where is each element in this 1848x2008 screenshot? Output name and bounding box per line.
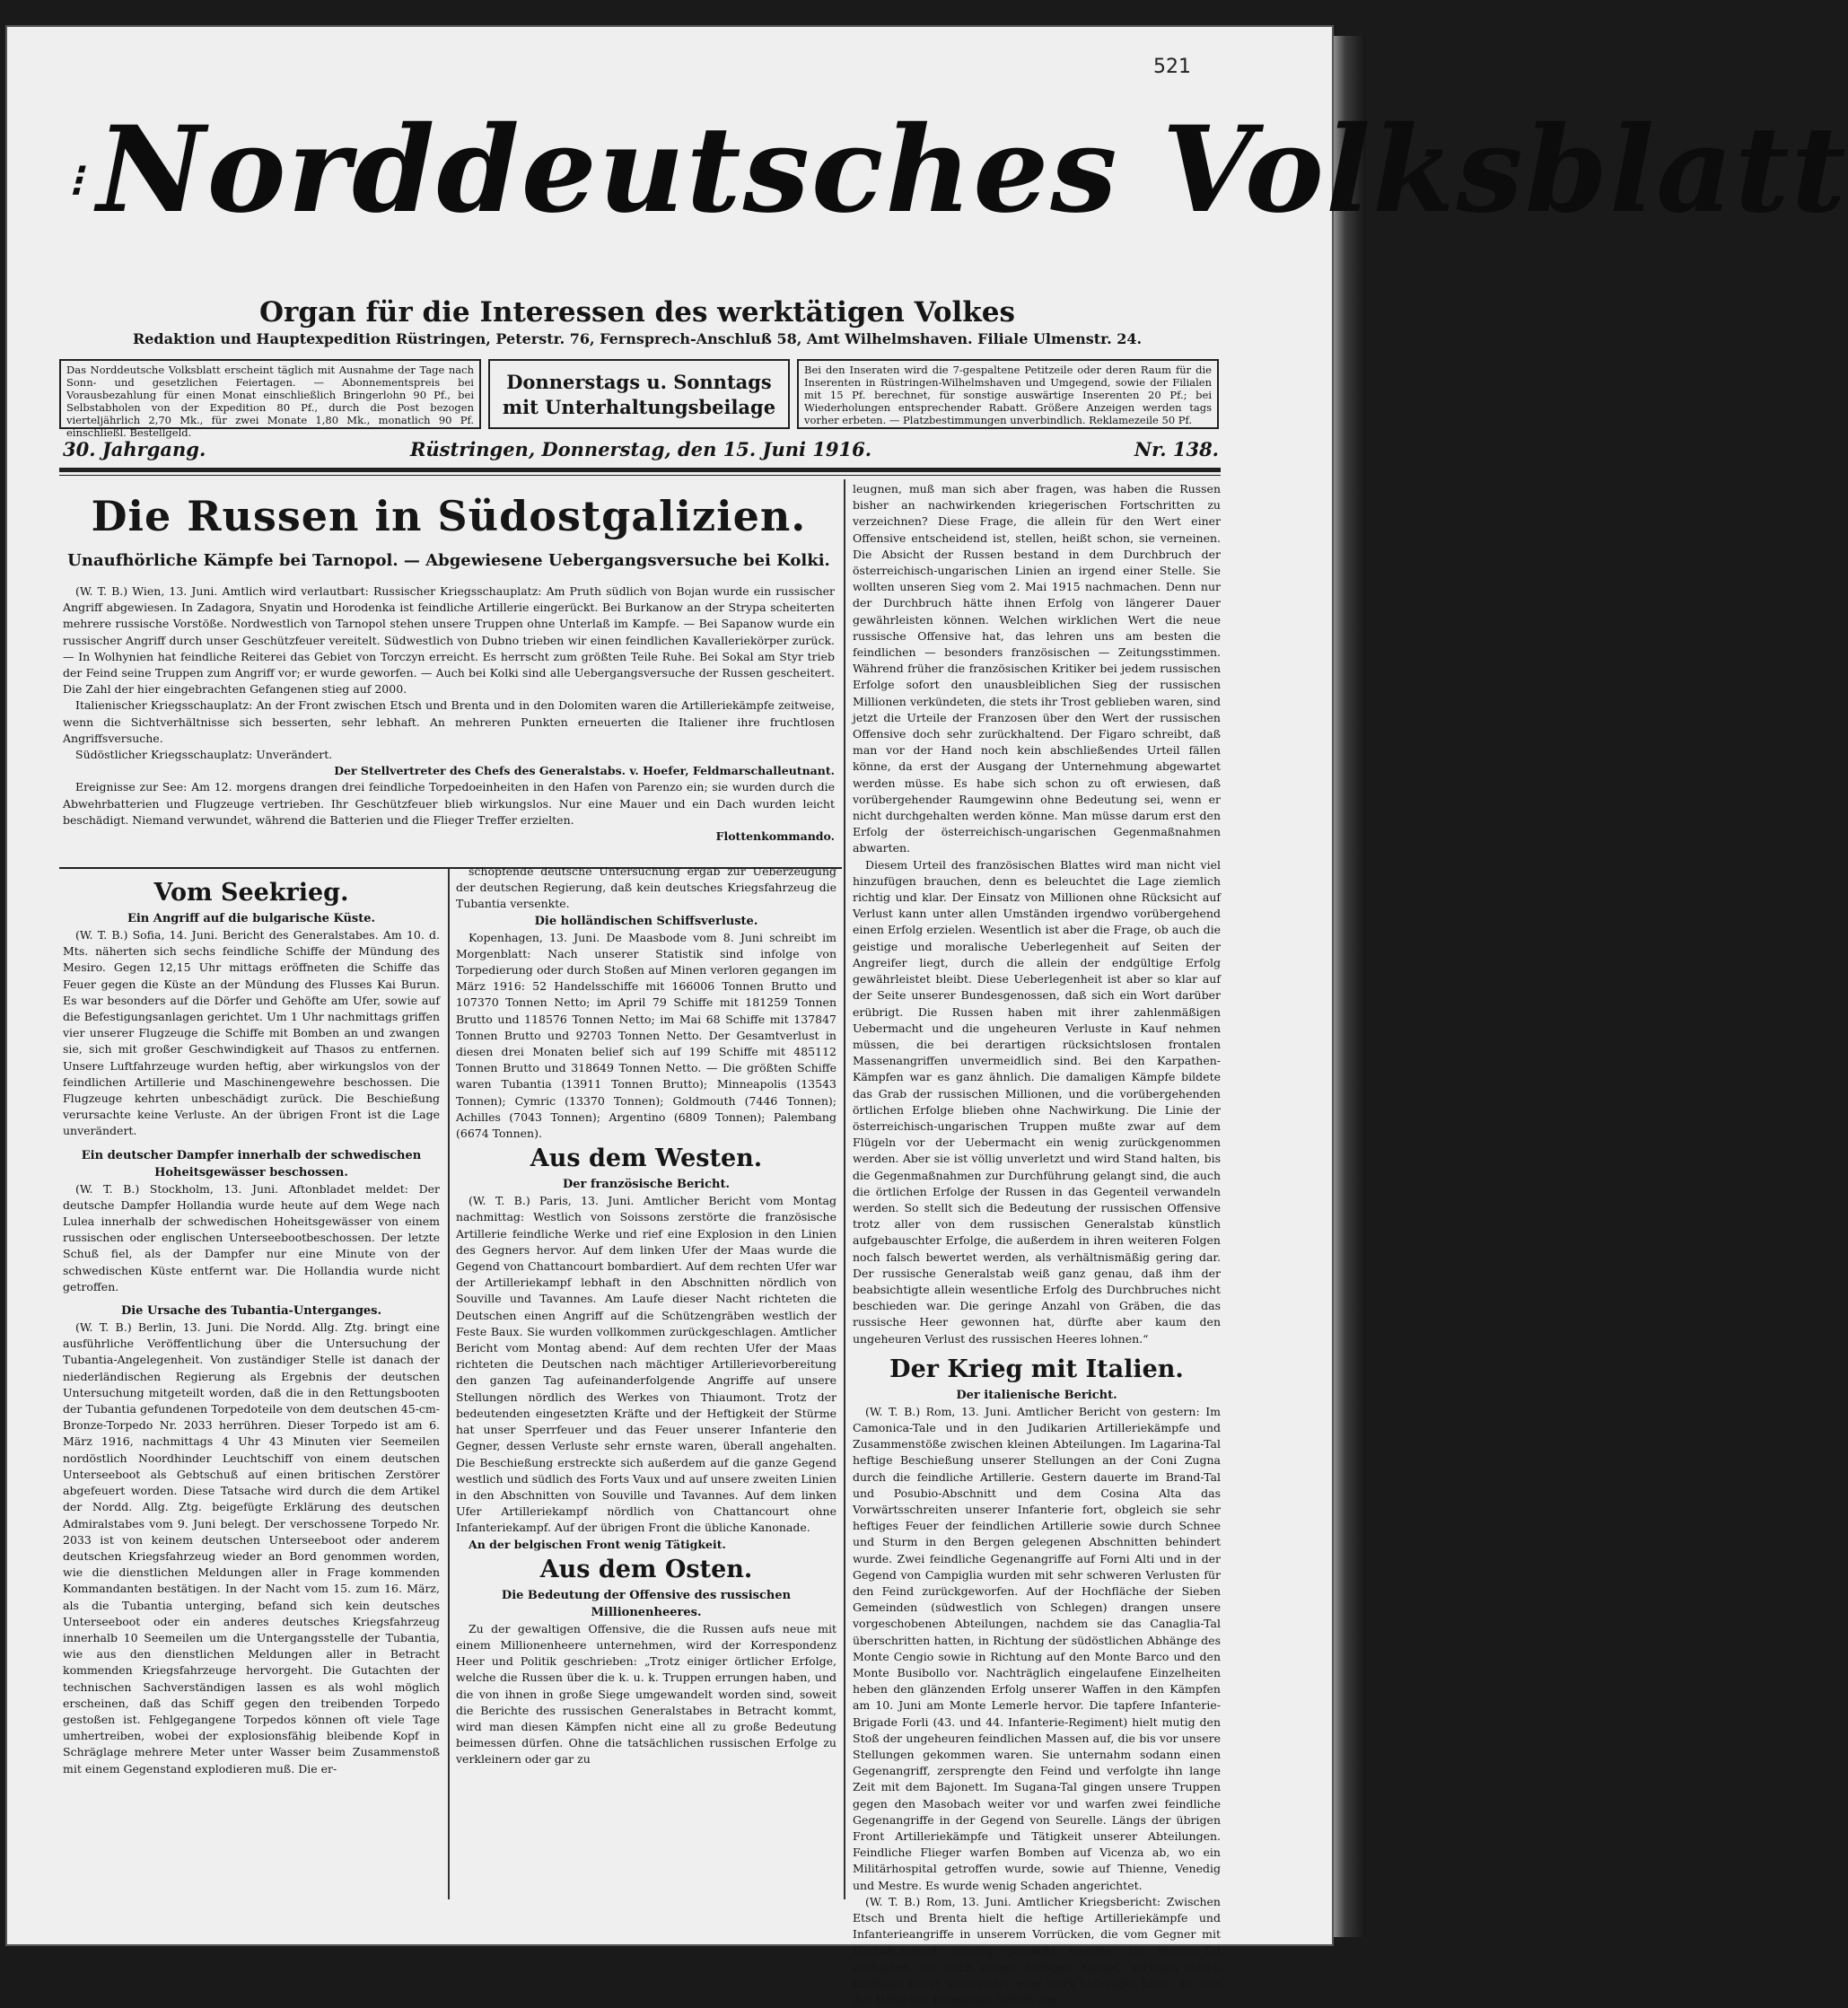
header-rule-thin xyxy=(59,475,1221,476)
lead-signature: Flottenkommando. xyxy=(715,829,835,844)
editorial-address: Redaktion und Hauptexpedition Rüstringen, Peterstr. 76, Fernsprech-Anschluß 58, Amt Wilhelmshaven. Filiale Ulmenstr. 24. xyxy=(132,330,1143,347)
section-title-osten: Aus dem Osten. xyxy=(539,1555,753,1583)
article-text: (W. T. B.) Rom, 13. Juni. Amtlicher Kriegsbericht: Zwischen Etsch und Brenta hielt die heftige Artilleriekämpfe und Infanterieangriffe in unserem Vorrücken, die vom Gegner mit Hartnäckigkeit streitig gemacht werden. Im Sugana-Tal eroberten wir nach einem heftigen Kampf, wirksam durch kräftiges Feuer unterstützt, eine stark befestigte Linie, die von der Höhe des Permesan, östlich von xyxy=(853,1894,1221,2007)
lead-paragraph: Ereignisse zur See: Am 12. morgens drangen drei feindliche Torpedoeinheiten in den Hafen von Parenzo ein; sie wurden durch die Abwehrbatterien und Flugzeuge vertrieben. Ihr Geschützfeuer blieb wirkungslos. Nur eine Mauer und ein Dach wurden leicht beschädigt. Niemand verwundet, während die Batterien und die Flieger Treffer erzielten. xyxy=(63,780,835,827)
article-head: Der französische Bericht. xyxy=(563,1178,730,1192)
dateline xyxy=(63,438,1219,463)
lead-subheadline: Unaufhörliche Kämpfe bei Tarnopol. — Abgewiesene Uebergangsversuche bei Kolki. xyxy=(67,551,830,570)
column-divider-right xyxy=(844,479,845,1899)
issue-number: Nr. 138. xyxy=(1134,438,1219,460)
supplement-info-box: Donnerstags u. Sonntags mit Unterhaltungsbeilage xyxy=(488,359,790,429)
ornament-icon: ⁝ xyxy=(68,153,84,206)
article-head: Die holländischen Schiffsverluste. xyxy=(534,914,758,928)
section-title-seekrieg: Vom Seekrieg. xyxy=(153,879,349,907)
article-text: (W. T. B.) Berlin, 13. Juni. Die Nordd. Allg. Ztg. bringt eine ausführliche Veröffentlichung über die Untersuchung der Tubantia-Angelegenheit. Von zuständiger Stelle ist danach der niederländischen Regierung als Ergebnis der deutschen Untersuchung mitgeteilt worden, daß die in den Rettungsbooten der Tubantia gefundenen Torpedoteile von dem deutschen 45-cm-Bronze-Torpedo Nr. 2033 herrühren. Dieser Torpedo ist am 6. März 1916, nachmittags 4 Uhr 43 Minuten vier Seemeilen nordöstlich Noordhinder Leuchtschiff von einem deutschen Unterseeboot als Gebtschuß auf einen britischen Zerstörer abgefeuert worden. Diese Tatsache wird durch die dem Artikel der Nordd. Allg. Ztg. beigefügte Erklärung des deutschen Admiralstabes vom 9. Juni belegt. Der verschossene Torpedo Nr. 2033 ist von keinem deutschen Unterseeboot oder anderem deutschen Kriegsfahrzeug wieder an Bord genommen worden, wie die dienstlichen Meldungen aller in Frage kommenden Kommandanten bestätigen. In der Nacht vom 15. zum 16. März, als die Tubantia unterging, befand sich kein deutsches Unterseeboot oder ein anderes deutsches Kriegsfahrzeug innerhalb 10 Seemeilen um die Untergangsstelle der Tubantia, wie aus den dienstlichen Meldungen aller in Betracht kommenden Kriegsfahrzeuge hervorgeht. Die Gutachten der technischen Sachverständigen lassen es als wohl möglich erscheinen, daß das Schiff gegen den treibenden Torpedo gestoßen ist. Fehlgegangene Torpedos können oft viele Tage umhertreiben, wobei der explosionsfähig bleibende Kopf in Schräglage mehrere Meter unter Wasser beim Zusammenstoß mit einem Gegenstand explodieren muß. Die er- xyxy=(63,1320,440,1776)
article-continuation: leugnen, muß man sich aber fragen, was haben die Russen bisher an nachwirkenden kriegerischen Fortschritten zu verzeichnen? Diese Frage, die allein für den Wert einer Offensive entscheidend ist, stellen, heißt schon, sie verneinen. Die Absicht der Russen bestand in dem Durchbruch der österreichisch-ungarischen Linien an irgend einer Stelle. Sie wollten unseren Sieg vom 2. Mai 1915 nachmachen. Denn nur der Durchbruch hätte ihnen Erfolg von längerer Dauer gewährleisten können. Welchen wirklichen Wert die neue russische Offensive hat, das lehren uns am besten die feindlichen — besonders französischen — Zeitungsstimmen. Während früher die französischen Kritiker bei jedem russischen Erfolge sofort den unausbleiblichen Sieg der russischen Millionen verkündeten, die stets ihr Trost geblieben waren, sind jetzt die Urteile der Franzosen über den Wert der russischen Offensive doch sehr zurückhaltend. Der Figaro schreibt, daß man vor der Hand noch kein abschließendes Urteil fällen könne, da erst der Ausgang der Unternehmung abgewartet werden müsse. Es habe sich schon zu oft erwiesen, daß vorübergehender Raumgewinn ohne Bedeutung sei, wenn er nicht durchgehalten werden könne. Man müsse darum erst den Erfolg der österreichisch-ungarischen Gegenmaßnahmen abwarten. xyxy=(853,482,1221,855)
subscription-info-box: Das Norddeutsche Volksblatt erscheint täglich mit Ausnahme der Tage nach Sonn- und gesetzlichen Feiertagen. — Abonnementspreis bei Vorausbezahlung für einen Monat einschließlich Bringerlohn 90 Pf., bei Selbstabholen von der Expedition 80 Pf., durch die Post bezogen vierteljährlich 2,70 Mk., für zwei Monate 1,80 Mk., monatlich 90 Pf. einschließl. Bestellgeld. xyxy=(59,359,481,429)
header-rule xyxy=(59,468,1221,472)
volume-label: 30. Jahrgang. xyxy=(63,438,206,460)
article-text: Diesem Urteil des französischen Blattes wird man nicht viel hinzufügen brauchen, denn es beleuchtet die Lage ziemlich richtig und klar. Der Einsatz von Millionen ohne Rücksicht auf Verlust kann unter allen Umständen irgendwo vorübergehend einen Erfolg erzielen. Wesentlich ist aber die Frage, ob auch die geistige und moralische Ueberlegenheit auf Seiten der Angreifer liegt, durch die allein der endgültige Erfolg gewährleistet bleibt. Diese Ueberlegenheit ist aber so klar auf der Seite unserer Bundesgenossen, daß sich ein Wort darüber erübrigt. Die Russen haben mit ihrer zahlenmäßigen Uebermacht und die ungeheuren Verluste in Kauf nehmen müssen, die bei derartigen rücksichtslosen frontalen Massenangriffen unvermeidlich sind. Bei den Karpathen-Kämpfen war es ganz ähnlich. Die damaligen Kämpfe bildete das Grab der russischen Millionen, und die vorübergehenden örtlichen Erfolge blieben ohne Nachwirkung. Die Linie der österreichisch-ungarischen Truppen mußte zwar auf dem Flügeln vor der Uebermacht ein wenig zurückgenommen werden. Aber sie ist völlig unverletzt und wird Stand halten, bis die Gegenmaßnahmen zur Durchführung gelangt sind, die auch die örtlichen Erfolge der Russen in das Gegenteil verwandeln werden. So stellt sich die Bedeutung der russischen Offensive trotz aller von dem russischen Generalstab künstlich aufgebauschter Erfolge, die außerdem in ihren weiteren Folgen noch falsch bewertet werden, als verhältnismäßig gering dar. Der russische Generalstab weiß ganz genau, daß ihm der beabsichtigte allein wesentliche Erfolg des Durchbruches nicht beschieden war. Die geringe Anzahl von Gräben, die das russische Heer gewonnen hat, dürfte aber kaum den ungeheuren Verlust des russischen Heeres lohnen.“ xyxy=(853,857,1221,1346)
article-note: An der belgischen Front wenig Tätigkeit. xyxy=(469,1537,726,1551)
lead-paragraph: (W. T. B.) Wien, 13. Juni. Amtlich wird verlautbart: Russischer Kriegsschauplatz: Am Pruth südlich von Bojan wurde ein russischer Angriff abgewiesen. In Zadagora, Snyatin und Horodenka ist feindliche Artillerie eingerückt. Bei Burkanow an der Strypa scheiterten mehrere russische Vorstöße. Nordwestlich von Tarnopol stehen unsere Truppen ohne Unterlaß im Kampfe. — Bei Sapanow wurde ein russischer Angriff durch unser Geschützfeuer vereitelt. Südwestlich von Dubno trieben wir einen feindlichen Kavalleriekörper zurück. — In Wolhynien hat feindliche Reiterei das Gebiet von Torczyn erreicht. Es herrscht zum größten Teile Ruhe. Bei Sokal am Styr trieb der Feind seine Truppen zum Angriff vor; er wurde geworfen. — Auch bei Kolki sind alle Uebergangsversuche der Russen gescheitert. Die Zahl der hier eingebrachten Gefangenen stieg auf 2000. xyxy=(63,584,835,697)
lead-paragraph: Der Stellvertreter des Chefs des Generalstabs. v. Hoefer, Feldmarschalleutnant. xyxy=(334,764,835,778)
masthead-title xyxy=(56,99,1848,252)
section-title-italien: Der Krieg mit Italien. xyxy=(889,1355,1184,1383)
article-continuation: schöpfende deutsche Untersuchung ergab zur Ueberzeugung der deutschen Regierung, daß kein deutsches Kriegsfahrzeug die Tubantia versenkte. xyxy=(456,864,836,911)
article-text: Zu der gewaltigen Offensive, die die Russen aufs neue mit einem Millionenheere unternehmen, wird der Korrespondenz Heer und Politik geschrieben: „Trotz einiger örtlicher Erfolge, welche die Russen über die k. u. k. Truppen errungen haben, und die von ihnen in große Siege umgewandelt worden sind, soweit die Berichte des russischen Generalstabes in Betracht kommt, wird man diesen Kämpfen nicht eine all zu große Bedeutung beimessen dürfen. Ohne die tatsächlichen russischen Erfolge zu verkleinern oder gar zu xyxy=(456,1621,836,1767)
article-text: (W. T. B.) Stockholm, 13. Juni. Aftonbladet meldet: Der deutsche Dampfer Hollandia wurde heute auf dem Wege nach Lulea innerhalb der schwedischen Hoheitsgewässer von einem russischen oder englischen Unterseebootbeschossen. Der letzte Schuß fiel, als der Dampfer nur eine Minute von der schwedischen Küste entfernt war. Die Hollandia wurde nicht getroffen. xyxy=(63,1181,440,1293)
column-3 xyxy=(853,481,1221,2007)
column-divider-left xyxy=(448,869,450,1899)
column-2 xyxy=(456,864,836,1899)
section-title-westen: Aus dem Westen. xyxy=(530,1144,763,1173)
column-1 xyxy=(63,876,440,1899)
page-number: 521 xyxy=(1153,56,1191,78)
masthead-subtitle: Organ für die Interessen des werktätigen Volkes xyxy=(259,296,1015,329)
article-text: Kopenhagen, 13. Juni. De Maasbode vom 8. Juni schreibt im Morgenblatt: Nach unserer Statistik sind infolge von Torpedierung oder durch Stoßen auf Minen verloren gegangen im März 1916: 52 Handelsschiffe mit 166006 Tonnen Brutto und 107370 Tonnen Netto; im April 79 Schiffe mit 181259 Tonnen Brutto und 118576 Tonnen Netto; im Mai 68 Schiffe mit 137847 Tonnen Brutto und 92703 Tonnen Netto. Der Gesamtverlust in diesen drei Monaten belief sich auf 199 Schiffe mit 485112 Tonnen Brutto und 318649 Tonnen Netto. — Die größten Schiffe waren Tubantia (13911 Tonnen Brutto); Minneapolis (13543 Tonnen); Cymric (13370 Tonnen); Goldmouth (7446 Tonnen); Achilles (7043 Tonnen); Argentino (6809 Tonnen); Palembang (6674 Tonnen). xyxy=(456,930,836,1141)
article-head: Die Bedeutung der Offensive des russischen Millionenheeres. xyxy=(501,1588,792,1619)
book-spine xyxy=(1332,36,1366,1937)
article-text: (W. T. B.) Sofia, 14. Juni. Bericht des Generalstabes. Am 10. d. Mts. näherten sich sechs feindliche Schiffe der Mündung des Mesiro. Gegen 12,15 Uhr mittags eröffneten die Schiffe das Feuer gegen die Küste an der Mündung des Flusses Kai Burun. Es war besonders auf die Dörfer und Gehöfte am Ufer, sowie auf die Befestigungsanlagen gerichtet. Um 1 Uhr nachmittags griffen vier unserer Flugzeuge die Schiffe mit Bomben an und zwangen sie, sich mit großer Geschwindigkeit auf Thasos zu entfernen. Unsere Luftfahrzeuge wurden heftig, aber wirkungslos von der feindlichen Artillerie und Maschinengewehre beschossen. Die Flugzeuge kehrten unbeschädigt zurück. Die Beschießung verursachte keine Verluste. An der übrigen Front ist die Lage unverändert. xyxy=(63,928,440,1138)
article-text: (W. T. B.) Rom, 13. Juni. Amtlicher Bericht von gestern: Im Camonica-Tale und in den Judikarien Artilleriekämpfe und Zusammenstöße zwischen kleinen Abteilungen. Im Lagarina-Tal heftige Beschießung unserer Stellungen an der Coni Zugna durch die feindliche Artillerie. Gestern dauerte im Brand-Tal und Posubio-Abschnitt und dem Cosina Alta das Vorwärtsschreiten unserer Infanterie fort, obgleich sie sehr heftiges Feuer der feindlichen Artillerie sowie durch Schnee und Sturm in den Bergen gelegenen Abschnitten behindert wurde. Zwei feindliche Gegenangriffe auf Forni Alti und in der Gegend von Campiglia wurden mit sehr schweren Verlusten für den Feind zurückgeworfen. Auf der Hochfläche der Sieben Gemeinden (südwestlich von Schlegen) drangen unsere vorgeschobenen Abteilungen, nachdem sie das Canaglia-Tal überschritten hatten, in Richtung der südöstlichen Abhänge des Monte Cengio sowie in Richtung auf den Monte Barco und den Monte Busibollo vor. Nachträglich eingelaufene Einzelheiten heben den glänzenden Erfolg unserer Waffen in den Kämpfen am 10. Juni am Monte Lemerle hervor. Die tapfere Infanterie-Brigade Forli (43. und 44. Infanterie-Regiment) hielt mutig den Stoß der ungeheuren feindlichen Massen auf, die bis vor unsere Stellungen gekommen waren. Sie unternahm sodann einen Gegenangriff, zersprengte den Feind und verfolgte ihn lange Zeit mit dem Bajonett. Im Sugana-Tal gingen unsere Truppen gegen den Masobach weiter vor und warfen zwei feindliche Gegenangriffe in der Gegend von Seurelle. Längs der übrigen Front Artilleriekämpfe und Tätigkeit unserer Abteilungen. Feindliche Flieger warfen Bomben auf Vicenza ab, wo ein Militärhospital getroffen wurde, sowie auf Thienne, Venedig und Mestre. Es wurde wenig Schaden angerichtet. xyxy=(853,1404,1221,1892)
lead-paragraph: Südöstlicher Kriegsschauplatz: Unverändert. xyxy=(75,748,333,762)
place-date: Rüstringen, Donnerstag, den 15. Juni 1916. xyxy=(409,438,872,460)
article-head: Der italienische Bericht. xyxy=(956,1388,1117,1402)
advertising-info-box: Bei den Inseraten wird die 7-gespaltene Petitzeile oder deren Raum für die Inserenten in Rüstringen-Wilhelmshaven und Umgegend, sowie der Filialen mit 15 Pf. berechnet, für sonstige auswärtige Inserenten 20 Pf.; bei Wiederholungen entsprechender Rabatt. Größere Anzeigen werden tags vorher erbeten. — Platzbestimmungen unverbindlich. Reklamezeile 50 Pf. xyxy=(797,359,1219,429)
lead-paragraph: Italienischer Kriegsschauplatz: An der Front zwischen Etsch und Brenta und in den Dolomiten waren die Artilleriekämpfe zeitweise, wenn die Sichtverhältnisse sich besserten, sehr lebhaft. An mehreren Punkten erneuerten die Italiener ihre fruchtlosen Angriffsversuche. xyxy=(63,698,835,745)
masthead-title-text: Norddeutsches Volksblatt xyxy=(96,101,1848,240)
article-head: Die Ursache des Tubantia-Unterganges. xyxy=(120,1304,382,1319)
article-head: Ein Angriff auf die bulgarische Küste. xyxy=(127,912,376,925)
article-text: (W. T. B.) Paris, 13. Juni. Amtlicher Bericht vom Montag nachmittag: Westlich von Soissons zerstörte die französische Artillerie feindliche Werke und rief eine Explosion in den Linien des Gegners hervor. Auf dem linken Ufer der Maas wurde die Gegend von Chattancourt bombardiert. Auf dem rechten Ufer war der Artilleriekampf lebhaft in den Abschnitten nördlich von Souville und Tavannes. Am Laufe dieser Nacht richteten die Deutschen einen Angriff auf die Schützengräben westlich der Feste Baux. Sie wurden vollkommen zurückgeschlagen. Amtlicher Bericht vom Montag abend: Auf dem rechten Ufer der Maas richteten die Deutschen nach mächtiger Artillerievorbereitung den ganzen Tag aufeinanderfolgende Angriffe auf unsere Stellungen nördlich des Werkes von Thiaumont. Trotz der bedeutenden eingesetzten Kräfte und der Heftigkeit der Stürme hat unser Sperrfeuer und das Feuer unserer Infanterie den Gegner, dessen Verluste sehr ernste waren, überall angehalten. Die Beschießung erstreckte sich außerdem auf die ganze Gegend westlich und südlich des Forts Vaux und auf unsere zweiten Linien in den Abschnitten von Souville und Tavannes. Auf dem linken Ufer Artilleriekampf nördlich von Chattancourt ohne Infanteriekampf. Auf der übrigen Front die übliche Kanonade. xyxy=(456,1194,836,1535)
article-head: Ein deutscher Dampfer innerhalb der schwedischen Hoheitsgewässer beschossen. xyxy=(81,1148,422,1179)
lead-article-body xyxy=(63,583,835,864)
lead-headline: Die Russen in Südostgalizien. xyxy=(91,492,807,540)
